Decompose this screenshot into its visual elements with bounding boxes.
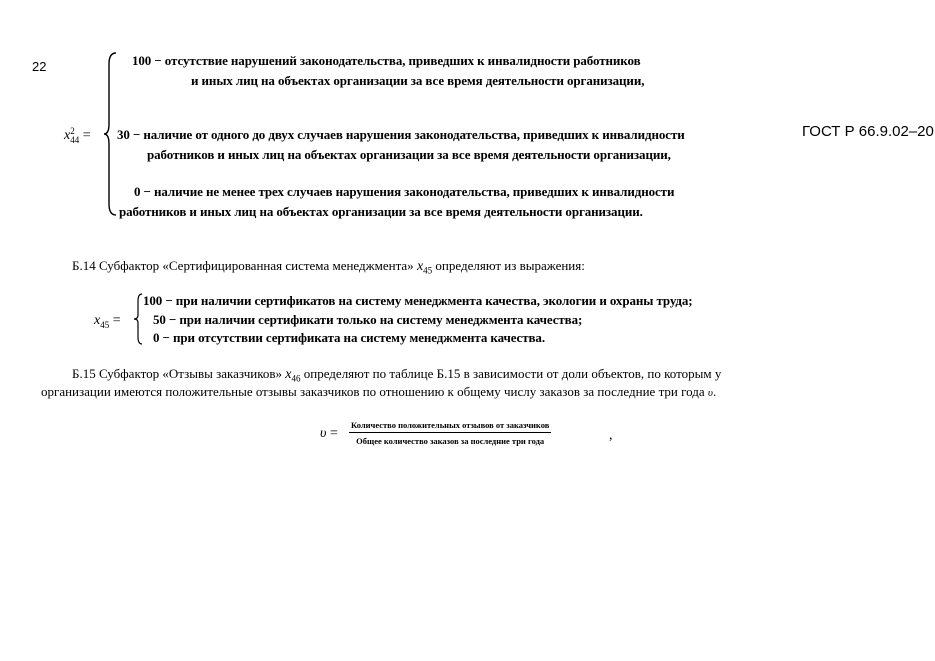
- v-denominator: Общее количество заказов за последние три года: [356, 436, 545, 446]
- x44-case2-line2: работников и иных лиц на объектах организации за все время деятельности организации,: [147, 147, 671, 162]
- x45-variable: $x_{45}$ =: [94, 313, 121, 330]
- v-fraction: [349, 420, 551, 446]
- b14-paragraph: Б.14 Субфактор «Сертифицированная система менеджмента» $x_{45}$ определяют из выражения:: [72, 258, 585, 276]
- v-variable: υ =: [320, 426, 338, 441]
- x45-case2: 50 − при наличии сертификати только на систему менеджмента качества;: [153, 312, 583, 327]
- x44-case3-line1: 0 − наличие не менее трех случаев нарушения законодательства, приведших к инвалидности: [134, 184, 675, 199]
- x44-case2-line1: 30 − наличие от одного до двух случаев нарушения законодательства, приведших к инвалидности: [117, 127, 685, 142]
- x44-brace: [103, 52, 117, 216]
- standard-code: ГОСТ Р 66.9.02–20: [802, 123, 934, 140]
- x44-case1-line1: 100 − отсутствие нарушений законодательства, приведших к инвалидности работников: [132, 53, 641, 68]
- x45-case3: 0 − при отсутствии сертификата на систему менеджмента качества.: [153, 330, 545, 345]
- x45-case1: 100 − при наличии сертификатов на систему менеджмента качества, экологии и охраны труда;: [143, 293, 693, 308]
- page-number: 22: [32, 59, 47, 74]
- v-trailing-comma: ,: [609, 428, 613, 443]
- x45-brace: [133, 293, 143, 345]
- v-numerator: Количество положительных отзывов от заказчиков: [349, 420, 551, 433]
- x44-variable: x 2 44 =: [64, 126, 91, 145]
- b15-paragraph-line2: организации имеются положительные отзывы заказчиков по отношению к общему числу заказов за последние три года υ.: [41, 384, 717, 399]
- b15-paragraph-line1: Б.15 Субфактор «Отзывы заказчиков» $x_{46}$ определяют по таблице Б.15 в зависимости от доли объектов, по которым у: [72, 366, 722, 384]
- x44-case3-line2: работников и иных лиц на объектах организации за все время деятельности организации.: [119, 204, 643, 219]
- x44-case1-line2: и иных лиц на объектах организации за все время деятельности организации,: [191, 73, 645, 88]
